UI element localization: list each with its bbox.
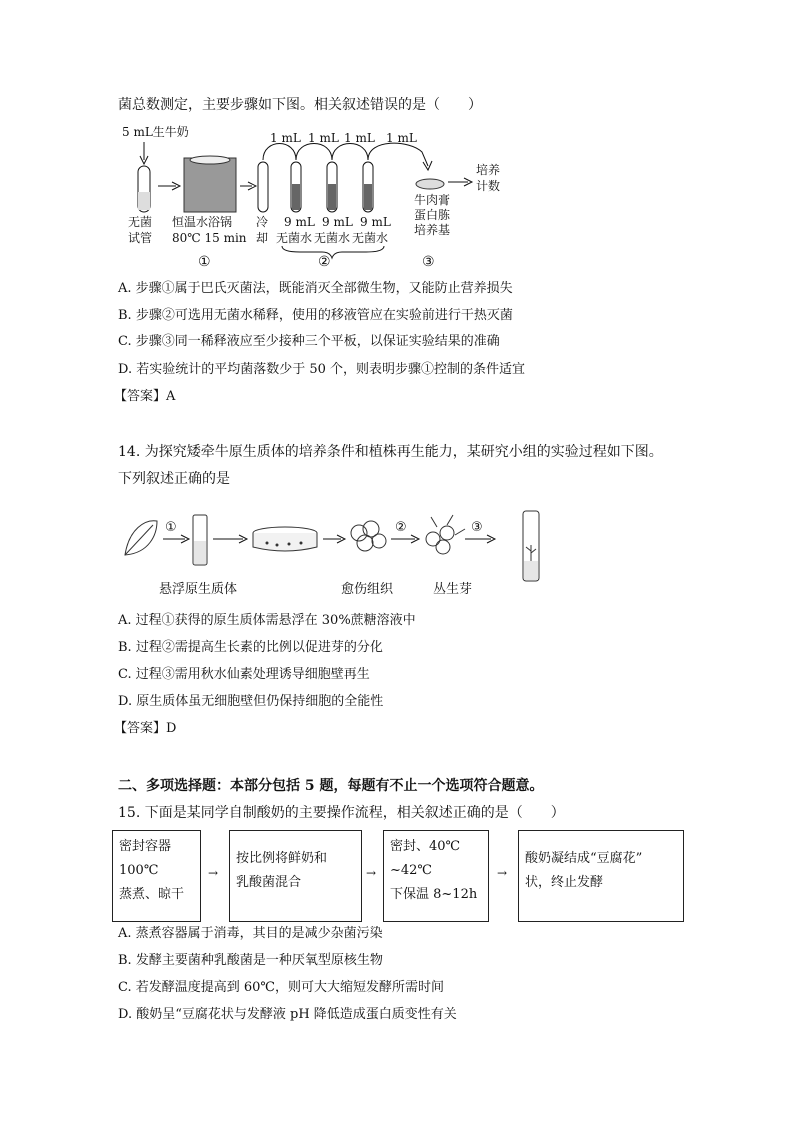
section-2-heading: 二、多项选择题：本部分包括 5 题，每题有不止一个选项符合题意。 [118,778,544,794]
transfer-label-1: 1 mL [270,131,301,145]
q13-answer: 【答案】A [114,389,176,404]
flow-arrow-1: → [208,866,219,880]
q14-stem-line1: 14. 为探究矮牵牛原生质体的培养条件和植株再生能力，某研究小组的实验过程如下图。 [118,444,663,460]
milk-label: 5 mL生牛奶 [122,125,189,139]
q15-stem: 15. 下面是某同学自制酸奶的主要操作流程，相关叙述正确的是（ ） [118,805,565,821]
step-3-number: ③ [471,520,483,535]
dish-label-1: 牛肉膏 [414,193,451,207]
transfer-loop-3 [332,144,368,161]
tube-label-2: 试管 [128,231,153,245]
cell-dot [266,542,269,545]
flow-box-4-line-2: 状，终止发酵 [525,875,604,890]
water-bath [184,158,236,212]
flow-arrow-3: → [497,866,508,880]
bath-label-2: 80℃ 15 min [172,231,247,245]
water-label-2a: 9 mL [322,215,353,229]
transfer-label-2: 1 mL [308,131,339,145]
q14-figure [115,505,555,605]
q14-option-a: A. 过程①获得的原生质体需悬浮在 30%蔗糖溶液中 [118,613,416,628]
bud-cluster [426,532,440,546]
dilution-tube-2-liquid [328,184,336,210]
flow-box-4 [518,830,684,922]
dilution-brace [282,246,384,258]
label-protoplast: 悬浮原生质体 [159,582,238,597]
step-1-label: ① [198,254,211,270]
water-label-3a: 9 mL [360,215,391,229]
flow-box-3-line-2: ~42℃ [390,863,432,878]
water-label-1b: 无菌水 [276,231,313,245]
flow-box-1 [112,830,201,922]
dish-label-2: 蛋白胨 [414,208,451,222]
q14-answer: 【答案】D [114,721,177,736]
flow-box-3-line-1: 密封、40℃ [390,839,461,854]
q13-option-c: C. 步骤③同一稀释液应至少接种三个平板，以保证实验结果的准确 [118,334,500,349]
water-label-1a: 9 mL [284,215,315,229]
q14-option-c: C. 过程③需用秋水仙素处理诱导细胞壁再生 [118,667,370,682]
water-label-2b: 无菌水 [314,231,351,245]
q14-option-b: B. 过程②需提高生长素的比例以促进芽的分化 [118,640,383,655]
transfer-loop-1 [263,144,296,161]
step-3-label: ③ [422,254,435,270]
flow-arrow-2: → [366,866,377,880]
callus-lump [357,535,373,551]
q15-option-b: B. 发酵主要菌种乳酸菌是一种厌氧型原核生物 [118,953,383,968]
transfer-label-3: 1 mL [344,131,375,145]
water-bath-lid [190,156,230,164]
transfer-label-4: 1 mL [386,131,417,145]
flow-box-2 [229,830,362,922]
q13-option-b: B. 步骤②可选用无菌水稀释，使用的移液管应在实验前进行干热灭菌 [118,308,513,323]
transfer-loop-4 [368,143,428,166]
tube-label-1: 无菌 [128,215,153,229]
culture-dish-body [253,533,317,551]
flow-box-1-line-1: 密封容器 [119,839,172,854]
dilution-tube-1-liquid [292,184,300,210]
q14-option-d: D. 原生质体虽无细胞壁但仍保持细胞的全能性 [118,694,384,709]
cell-dot [300,542,303,545]
cell-dot [276,544,279,547]
transfer-loop-2 [296,144,332,161]
dish-label-3: 培养基 [414,223,451,237]
q15-option-a: A. 蒸煮容器属于消毒，其目的是减少杂菌污染 [118,926,383,941]
q14-stem-line2: 下列叙述正确的是 [118,471,230,487]
step-2-label: ② [318,254,331,270]
dilution-tube-3-liquid [364,184,372,210]
count-label-2: 计数 [476,179,501,193]
label-buds: 丛生芽 [433,582,473,597]
q15-option-c: C. 若发酵温度提高到 60℃，则可大大缩短发酵所需时间 [118,980,444,995]
flow-box-4-line-1: 酸奶凝结成“豆腐花” [525,851,643,866]
bud-cluster [440,526,454,540]
water-label-3b: 无菌水 [352,231,389,245]
flow-box-1-line-3: 蒸煮、晾干 [119,887,185,902]
sterile-tube-liquid [138,192,150,210]
bath-label-1: 恒温水浴锅 [172,215,233,229]
label-callus: 愈伤组织 [341,582,394,597]
protoplast-tube-liquid [194,541,206,564]
q15-option-d: D. 酸奶呈“豆腐花状与发酵液 pH 降低造成蛋白质变性有关 [118,1007,457,1022]
cool-tube [258,162,268,212]
step-1-number: ① [165,520,177,535]
count-label-1: 培养 [476,163,501,177]
q13-option-a: A. 步骤①属于巴氏灭菌法，既能消灭全部微生物，又能防止营养损失 [118,281,513,296]
flow-box-3 [383,830,489,922]
flow-box-2-line-1: 按比例将鲜奶和 [236,851,328,866]
callus-lump [372,534,386,548]
plantlet-icon [526,545,536,561]
bud-shoots [431,515,465,535]
flow-box-2-line-2: 乳酸菌混合 [236,875,302,890]
cool-label-2: 却 [256,231,269,245]
q13-option-d: D. 若实验统计的平均菌落数少于 50 个，则表明步骤①控制的条件适宜 [118,362,526,377]
q13-stem: 菌总数测定，主要步骤如下图。相关叙述错误的是（ ） [118,97,482,113]
flow-box-1-line-2: 100℃ [119,863,159,878]
flow-box-3-line-3: 下保温 8~12h [390,887,478,902]
cool-label-1: 冷 [256,215,269,229]
cell-dot [288,543,291,546]
q13-figure [110,122,530,272]
plantlet-tube-medium [524,561,538,580]
petri-dish [416,179,444,189]
bud-cluster [436,540,450,554]
step-2-number: ② [395,520,407,535]
